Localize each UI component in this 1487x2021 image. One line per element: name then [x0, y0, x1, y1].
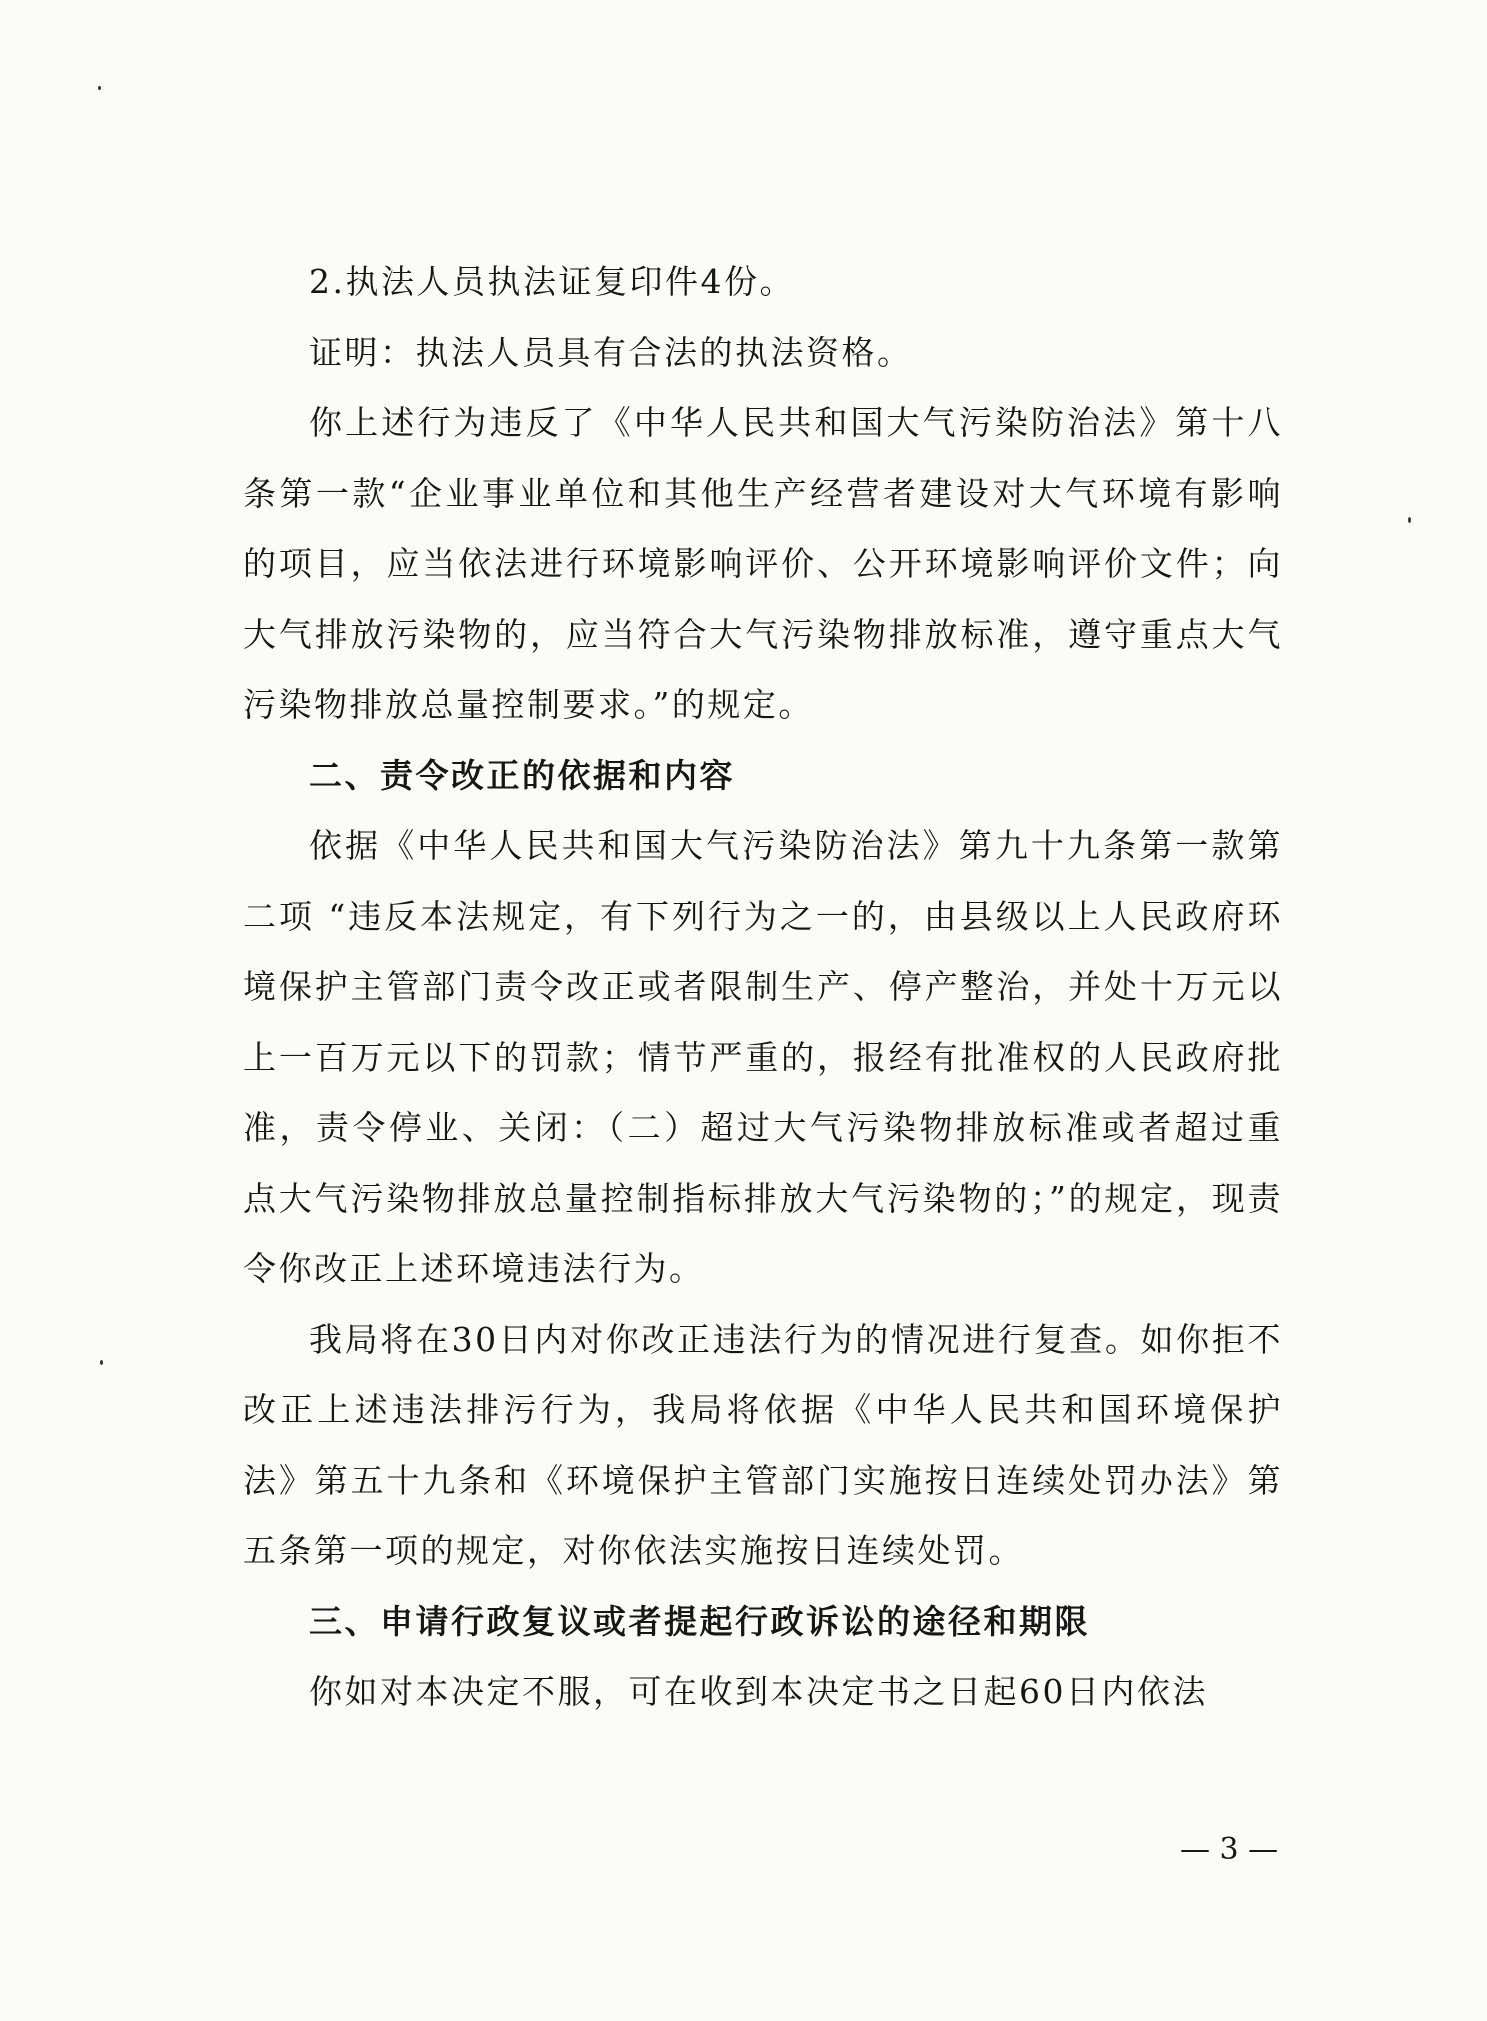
appeal-paragraph: 你如对本决定不服，可在收到本决定书之日起60日内依法 — [309, 1672, 1208, 1711]
evidence-proof: 证明：执法人员具有合法的执法资格。 — [309, 332, 913, 372]
evidence-item-2: 2.执法人员执法证复印件4份。 — [309, 262, 795, 301]
scan-speck — [1408, 517, 1411, 523]
scan-speck — [100, 1360, 103, 1365]
page-number: — 3 — — [1180, 1832, 1279, 1867]
review-paragraph: 我局将在30日内对你改正违法行为的情况进行复查。如你拒不改正上述违法排污行为，我局将依据《中华人民共和国环境保护法》第五十九条和《环境保护主管部门实施按日连续处罚办法》第五条第一项的规定，对你依法实施按日连续处罚。 — [243, 1319, 1283, 1570]
violation-paragraph: 你上述行为违反了《中华人民共和国大气污染防治法》第十八条第一款“企业事业单位和其他生产经营者建设对大气环境有影响的项目，应当依法进行环境影响评价、公开环境影响评价文件；向大气排放污染物的，应当符合大气污染物排放标准，遵守重点大气污染物排放总量控制要求。”的规定。 — [243, 403, 1283, 724]
section-heading-appeal: 三、申请行政复议或者提起行政诉讼的途径和期限 — [309, 1601, 1090, 1641]
scan-speck — [98, 86, 101, 90]
document-body — [243, 247, 1283, 1728]
section-heading-rectification: 二、责令改正的依据和内容 — [309, 755, 735, 795]
rectification-basis-paragraph: 依据《中华人民共和国大气污染防治法》第九十九条第一款第二项 “违反本法规定，有下列行为之一的，由县级以上人民政府环境保护主管部门责令改正或者限制生产、停产整治，并处十万元以上一百万元以下的罚款；情节严重的，报经有批准权的人民政府批准，责令停业、关闭：（二）超过大气污染物排放标准或者超过重点大气污染物排放总量控制指标排放大气污染物的；”的规定，现责令你改正上述环境违法行为。 — [243, 826, 1283, 1288]
